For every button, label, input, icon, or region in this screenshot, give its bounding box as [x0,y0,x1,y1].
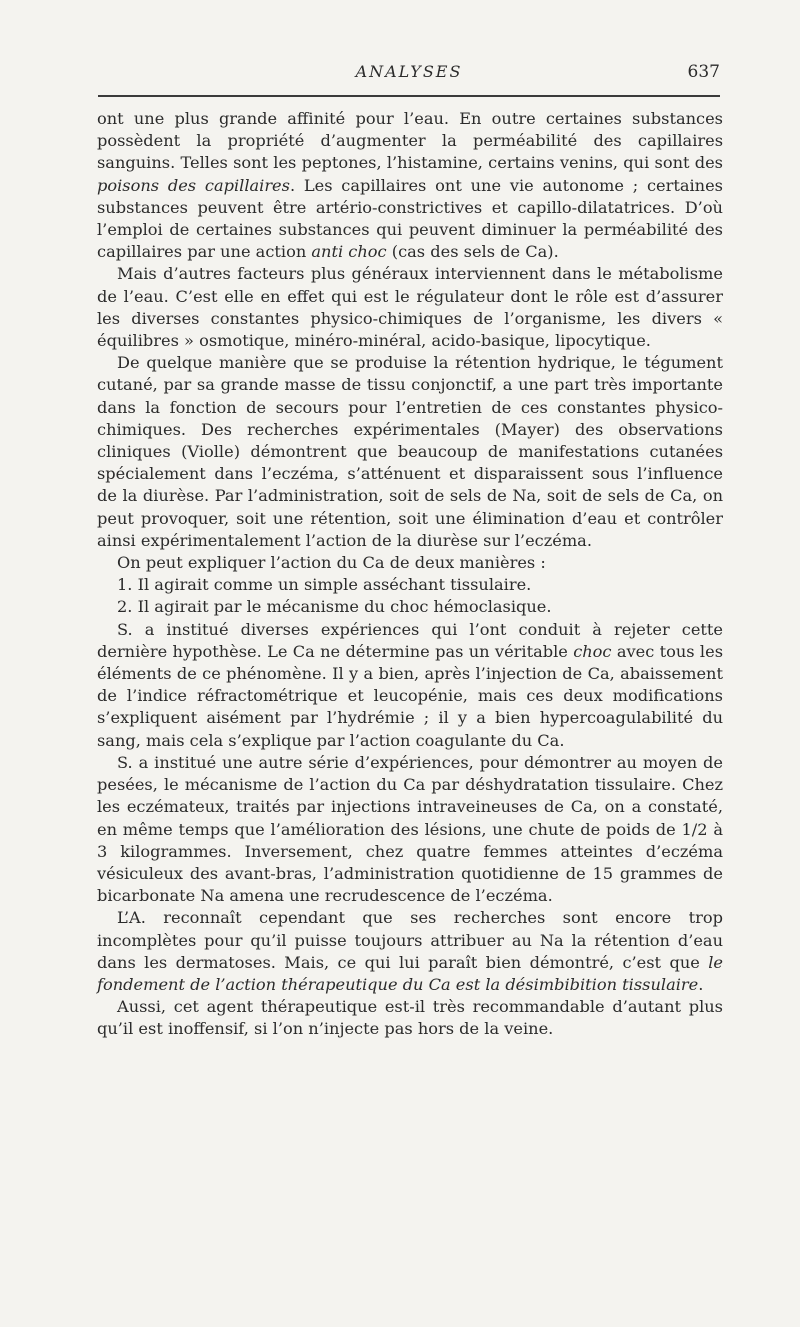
text-run: Aussi, cet agent thérapeutique est-il très recommandable d’autant plus qu’il est inoffensif, si l’on n’injecte pas hors de la veine. [97,997,723,1039]
italic-text: poisons des capillaires [97,175,290,195]
paragraph [97,108,723,263]
text-run: 2. Il agirait par le mécanisme du choc hémoclasique. [117,597,552,617]
text-run: . Les capillaires ont une vie autonome ; certaines substances peuvent être artério-constrictives et capillo-dilatatrices. D’où l’emploi de certaines substances qui peuvent diminuer la perméabilité des capillaires par une action [97,175,723,262]
paragraph [97,263,723,352]
text-run: ont une plus grande affinité pour l’eau. En outre certaines substances possèdent la propriété d’augmenter la perméabilité des capillaires sanguins. Telles sont les peptones, l’histamine, certains venins, qui sont des [97,109,723,173]
text-run: De quelque manière que se produise la rétention hydrique, le tégument cutané, par sa grande masse de tissu conjonctif, a une part très importante dans la fonction de secours pour l’entretien de ces constantes physico-chimiques. Des recherches expérimentales (Mayer) des observations cliniques (Violle) démontrent que beaucoup de manifestations cutanées spécialement dans l’eczéma, s’atténuent et disparaissent sous l’influence de la diurèse. Par l’administration, soit de sels de Na, soit de sels de Ca, on peut provoquer, soit une rétention, soit une élimination d’eau et contrôler ainsi expérimentalement l’action de la diurèse sur l’eczéma. [97,353,723,550]
text-run: Mais d’autres facteurs plus généraux interviennent dans le métabolisme de l’eau. C’est elle en effet qui est le régulateur dont le rôle est d’assurer les diverses constantes physico-chimiques de l’organisme, les divers « équilibres » osmotique, minéro-minéral, acido-basique, lipocytique. [97,264,723,351]
numbered-item [97,596,723,618]
paragraph [97,552,723,574]
paragraph [97,619,723,752]
text-run: S. a institué une autre série d’expériences, pour démontrer au moyen de pesées, le mécanisme de l’action du Ca par déshydratation tissulaire. Chez les eczémateux, traités par injections intraveineuses de Ca, on a constaté, en même temps que l’amélioration des lésions, une chute de poids de 1/2 à 3 kilogrammes. Inversement, chez quatre femmes atteintes d’eczéma vésiculeux des avant-bras, l’administration quotidienne de 15 grammes de bicarbonate Na amena une recrudescence de l’eczéma. [97,752,723,906]
text-run: (cas des sels de Ca). [386,242,559,262]
running-head [98,62,720,86]
text-run: S. a institué diverses expériences qui l’ont conduit à rejeter cette dernière hypothèse. Le Ca ne détermine pas un véritable [97,619,723,661]
italic-text: le fondement de l’action thérapeutique du Ca est la désimbibition tissulaire [97,952,723,994]
paragraph [97,907,723,996]
text-run: . [698,974,704,994]
paragraph [97,752,723,907]
page-number: 637 [687,62,720,82]
text-run: 1. Il agirait comme un simple asséchant tissulaire. [117,575,532,595]
text-run: L’A. reconnaît cependant que ses recherches sont encore trop incomplètes pour qu’il puisse toujours attribuer au Na la rétention d’eau dans les dermatoses. Mais, ce qui lui paraît bien démontré, c’est que [97,908,723,972]
text-run: On peut expliquer l’action du Ca de deux manières : [117,553,546,573]
header-rule [98,95,720,97]
paragraph [97,996,723,1040]
italic-text: anti choc [311,242,387,262]
article-body [97,108,723,1041]
italic-text: choc [573,641,612,661]
running-title: ANALYSES [355,62,463,81]
paragraph [97,352,723,552]
numbered-item [97,574,723,596]
text-run: avec tous les éléments de ce phénomène. Il y a bien, après l’injection de Ca, abaissement de l’indice réfractométrique et leucopénie, mais ces deux modifications s’expliquent aisément par l’hydrémie ; il y a bien hypercoagulabilité du sang, mais cela s’explique par l’action coagulante du Ca. [97,641,723,750]
